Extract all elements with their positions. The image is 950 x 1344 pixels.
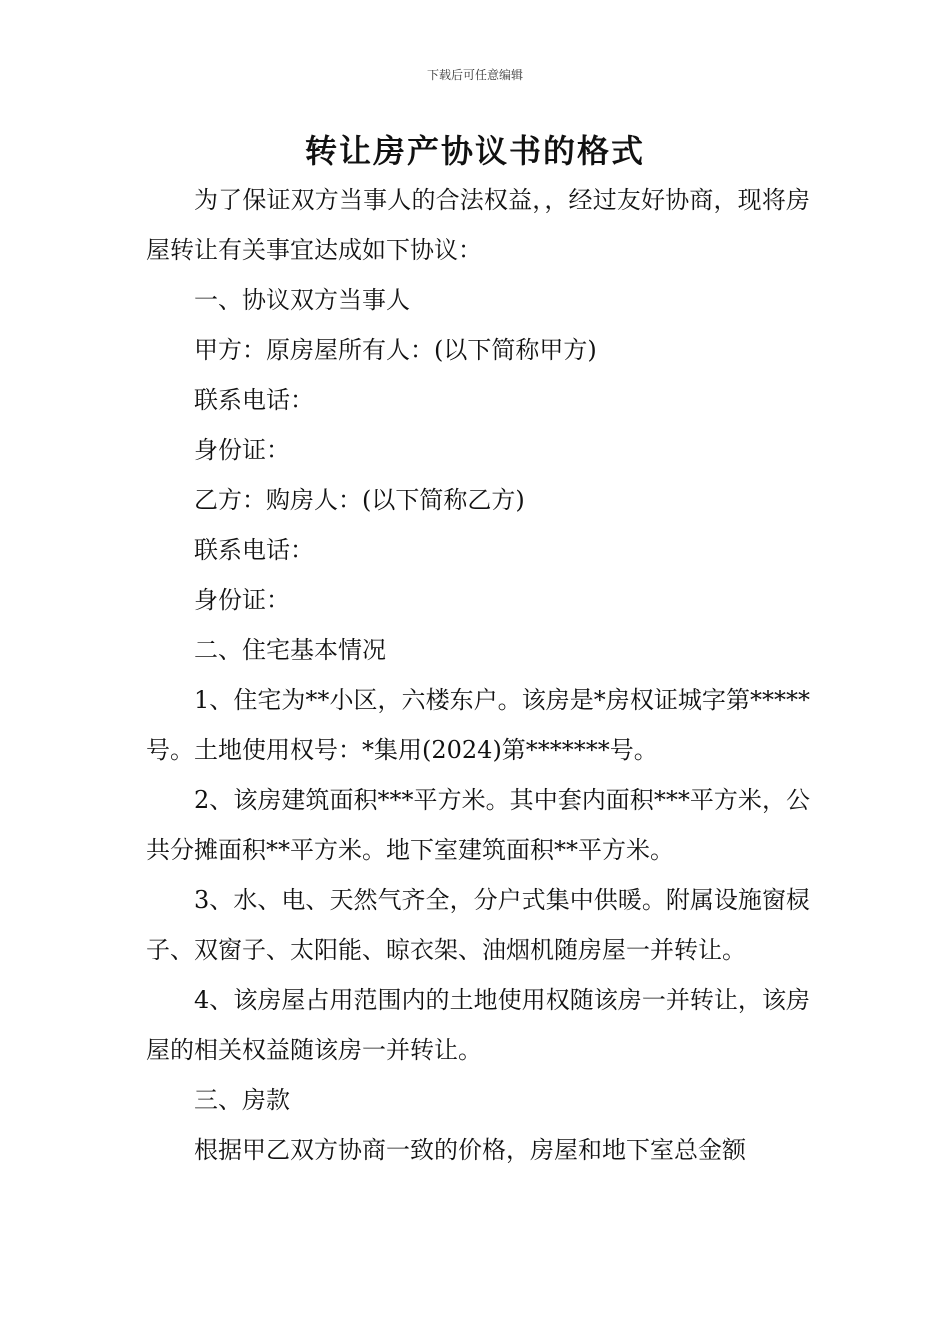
document-title: 转让房产协议书的格式 (304, 132, 645, 170)
party-b-phone: 联系电话： (194, 536, 314, 564)
header-note: 下载后可任意编辑 (426, 68, 523, 82)
document-body (146, 175, 810, 1175)
paragraph-intro: 为了保证双方当事人的合法权益，，经过友好协商，现将房屋转让有关事宜达成如下协议： (146, 186, 810, 264)
party-a-id: 身份证： (194, 436, 290, 464)
section-heading-parties: 一、协议双方当事人 (194, 286, 410, 314)
party-a-label: 甲方：原房屋所有人：(以下简称甲方) (194, 336, 597, 364)
house-item-3: 3、水、电、天然气齐全，分户式集中供暖。附属设施窗棂子、双窗子、太阳能、晾衣架、油烟机随房屋一并转让。 (146, 886, 810, 964)
section-heading-house: 二、住宅基本情况 (194, 636, 386, 664)
party-a-phone: 联系电话： (194, 386, 314, 414)
house-item-1: 1、住宅为**小区，六楼东户。该房是*房权证城字第*****号。土地使用权号：*集用(2024)第*******号。 (146, 686, 810, 764)
party-b-label: 乙方：购房人：(以下简称乙方) (194, 486, 525, 514)
payment-paragraph: 根据甲乙双方协商一致的价格，房屋和地下室总金额 (194, 1136, 746, 1164)
house-item-4: 4、该房屋占用范围内的土地使用权随该房一并转让，该房屋的相关权益随该房一并转让。 (146, 986, 810, 1064)
party-b-id: 身份证： (194, 586, 290, 614)
house-item-2: 2、该房建筑面积***平方米。其中套内面积***平方米，公共分摊面积**平方米。地下室建筑面积**平方米。 (146, 786, 810, 864)
section-heading-payment: 三、房款 (194, 1086, 290, 1114)
